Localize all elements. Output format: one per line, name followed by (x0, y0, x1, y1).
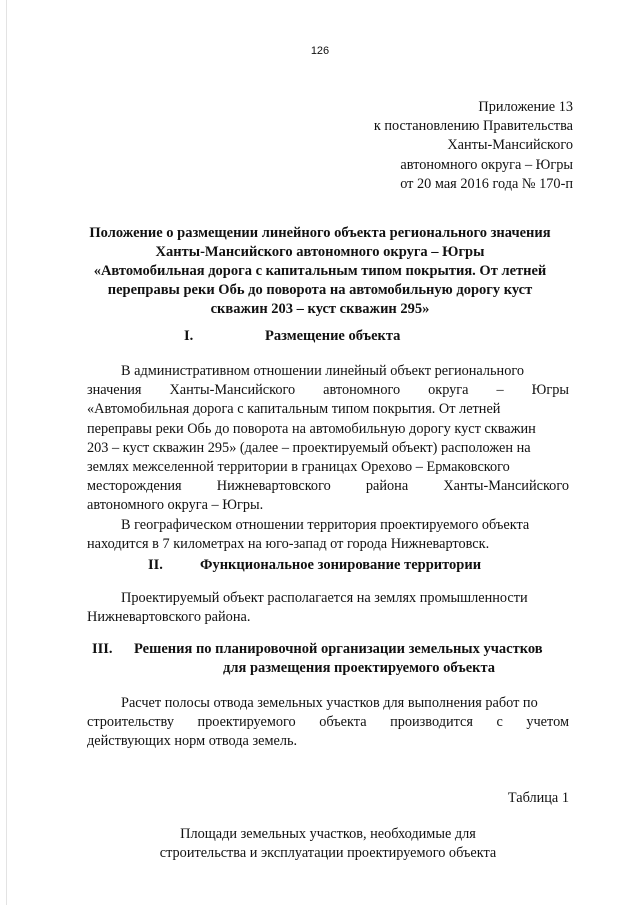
paragraph-line: 203 – куст скважин 295» (далее – проектируемый объект) расположен на (87, 439, 531, 456)
paragraph-line: находится в 7 километрах на юго-запад от города Нижневартовск. (87, 536, 490, 553)
paragraph-line: В географическом отношении территория проектируемого объекта (121, 517, 530, 533)
appendix-line: к постановлению Правительства (373, 118, 573, 135)
word: объекта (319, 714, 367, 731)
caption-line: строительства и эксплуатации проектируемого объекта (159, 845, 497, 862)
word: Ханты-Мансийского (443, 478, 569, 495)
appendix-line: автономного округа – Югры (400, 156, 573, 173)
appendix-line: Ханты-Мансийского (447, 137, 573, 154)
paragraph-line: автономного округа – Югры. (87, 497, 264, 514)
section-title: Функциональное зонирование территории (200, 557, 482, 573)
paragraph-line: переправы реки Обь до поворота на автомобильную дорогу куст скважин (87, 420, 536, 437)
page-number: 126 (310, 45, 330, 57)
scan-edge-line (6, 0, 7, 905)
paragraph-line: «Автомобильная дорога с капитальным типом покрытия. От летней (87, 401, 501, 418)
word: Ханты-Мансийского (169, 382, 296, 399)
word: проектируемого (197, 714, 296, 731)
section-number: I. (184, 328, 194, 344)
document-title (70, 224, 570, 319)
title-line: переправы реки Обь до поворота на автомобильную дорогу куст (107, 282, 533, 298)
title-line: Ханты-Мансийского автономного округа – Югры (155, 244, 485, 260)
section-number: II. (148, 557, 163, 573)
section-title: Размещение объекта (265, 328, 401, 344)
word: с (496, 714, 503, 731)
paragraph-justified-line (87, 713, 569, 732)
word: района (365, 478, 409, 495)
section-3-paragraph (87, 694, 569, 752)
section-title-line-2: для размещения проектируемого объекта (223, 660, 496, 676)
word: производится (390, 714, 473, 731)
word: Югры (531, 382, 569, 399)
paragraph-line: В административном отношении линейный объект регионального (121, 363, 524, 379)
paragraph-line: действующих норм отвода земель. (87, 733, 298, 750)
title-line: скважин 203 – куст скважин 295» (210, 301, 430, 317)
section-number: III. (92, 641, 113, 657)
title-line: Положение о размещении линейного объекта регионального значения (89, 225, 551, 241)
title-line: «Автомобильная дорога с капитальным типом покрытия. От летней (93, 263, 547, 279)
word: строительству (87, 714, 174, 731)
word: автономного (323, 382, 401, 399)
section-1-paragraph-2 (87, 516, 569, 554)
word: месторождения (87, 478, 182, 495)
paragraph-line: землях межселенной территории в границах Орехово – Ермаковского (87, 459, 510, 476)
appendix-line: от 20 мая 2016 года № 170-п (400, 175, 573, 192)
paragraph-line: Расчет полосы отвода земельных участков для выполнения работ по (121, 695, 538, 711)
word: – (496, 382, 504, 399)
section-1-paragraph-1 (87, 362, 569, 516)
appendix-line: Приложение 13 (478, 99, 573, 115)
word: учетом (526, 714, 569, 731)
word: значения (87, 382, 142, 399)
appendix-block (273, 98, 573, 194)
paragraph-line: Нижневартовского района. (87, 609, 251, 626)
table-label: Таблица 1 (507, 790, 569, 806)
word: округа (428, 382, 469, 399)
caption-line: Площади земельных участков, необходимые для (180, 826, 476, 842)
word: Нижневартовского (216, 478, 331, 495)
paragraph-justified-line (87, 477, 569, 496)
section-title: Решения по планировочной организации земельных участков (134, 641, 543, 657)
section-2-paragraph (87, 589, 569, 627)
paragraph-justified-line (87, 381, 569, 400)
table-caption (87, 825, 569, 863)
paragraph-line: Проектируемый объект располагается на землях промышленности (121, 590, 528, 606)
